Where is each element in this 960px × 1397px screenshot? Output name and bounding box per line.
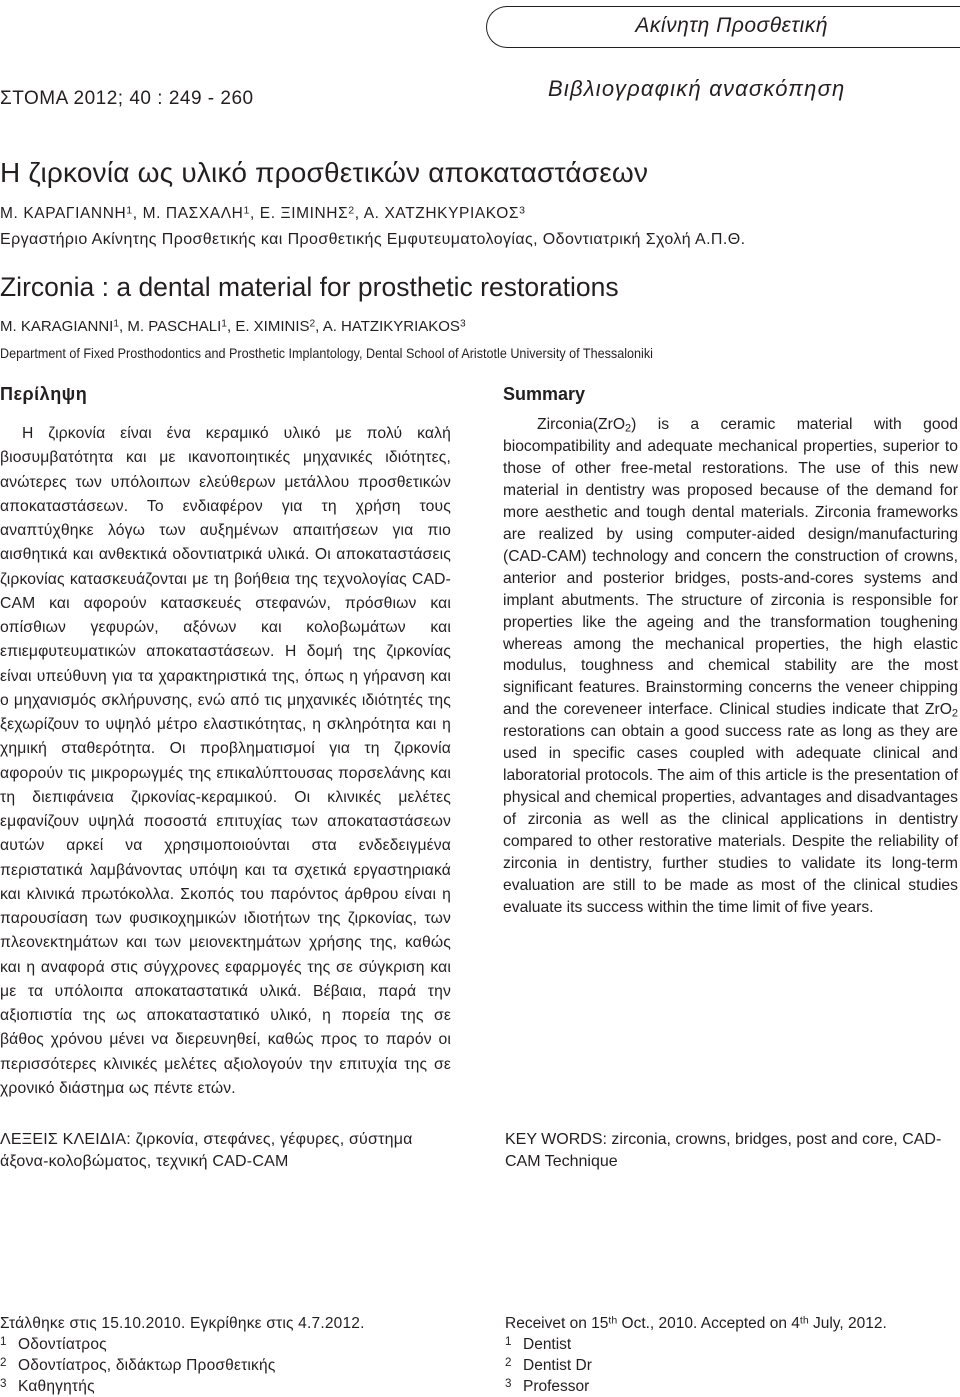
author-mark: 1 bbox=[113, 318, 120, 330]
author-name: A. HATZIKYRIAKOS bbox=[322, 318, 460, 335]
footnote: 1 Dentist bbox=[505, 1334, 572, 1353]
author-name: Α. ΧΑΤΖΗΚΥΡΙΑΚΟΣ bbox=[363, 205, 520, 222]
english-abstract-heading: Summary bbox=[503, 384, 586, 404]
english-footer bbox=[505, 1313, 887, 1397]
greek-authors: Μ. ΚΑΡΑΓΙΑΝΝΗ$^1$, Μ. ΠΑΣΧΑΛΗ$^1$, Ε. ΞΙΜΙΝΗΣ$^2$, Α. ΧΑΤΖΗΚΥΡΙΑΚΟΣ$^3$ bbox=[0, 204, 526, 222]
greek-footer bbox=[0, 1313, 365, 1397]
article-type: Βιβλιογραφική ανασκόπηση bbox=[548, 76, 846, 101]
footnote: 2 Dentist Dr bbox=[505, 1355, 592, 1374]
footnote: 1 Οδοντίατρος bbox=[0, 1334, 107, 1353]
author-name: Μ. ΚΑΡΑΓΙΑΝΝΗ bbox=[0, 205, 127, 222]
author-mark: 2 bbox=[309, 318, 316, 330]
journal-citation: ΣΤΟΜΑ 2012; 40 : 249 - 260 bbox=[0, 88, 254, 109]
greek-keywords: ΛΕΞΕΙΣ ΚΛΕΙΔΙΑ: ζιρκονία, στεφάνες, γέφυρες, σύστημα άξονα-κολοβώματος, τεχνική CAD-CAM bbox=[0, 1131, 413, 1170]
english-abstract bbox=[503, 414, 958, 919]
author-name: E. XIMINIS bbox=[235, 318, 310, 335]
english-abstract-text: Zirconia(ZrO$_2$) is a ceramic material with good biocompatibility and adequate mechanical properties, superior to those of other free-metal restorations. The use of this new material in dentistry was proposed because of the demand for more aesthetic and tough dental materials. Zirconia frameworks are realized by using computer-aided design/manufacturing (CAD-CAM) technology and concern the construction of crowns, anterior and posterior bridges, posts-and-cores systems and implant abutments. The structure of zirconia is responsible for properties like the ageing and the transformation toughening whereas among the mechanical properties, the high elastic modulus, toughness and chemical stability are the most significant features. Brainstorming concerns the veneer chipping and the coreveneer interface. Clinical studies indicate that ZrO$_2$ restorations can obtain a good success rate as long as they are used in specific cases coupled with adequate clinical and laboratorial protocols. The aim of this article is the presentation of physical and chemical properties, advantages and disadvantages of zirconia as well as the clinical applications in dentistry compared to other restorative materials. Despite the reliability of zirconia in dentistry, further studies to validate its long-term evaluation are still to be made as most of the clinical studies evaluate its success within the time limit of five years. bbox=[503, 416, 958, 916]
author-mark: 3 bbox=[459, 318, 466, 330]
greek-abstract-heading: Περίληψη bbox=[0, 384, 88, 404]
author-name: M. KARAGIANNI bbox=[0, 318, 114, 335]
author-name: Ε. ΞΙΜΙΝΗΣ bbox=[259, 205, 349, 222]
author-mark: 1 bbox=[221, 318, 227, 330]
english-received: Receivet on 15th Oct., 2010. Accepted on 4th July, 2012. bbox=[505, 1314, 887, 1332]
greek-received: Στάλθηκε στις 15.10.2010. Εγκρίθηκε στις 4.7.2012. bbox=[0, 1315, 365, 1332]
english-affiliation: Department of Fixed Prosthodontics and Prosthetic Implantology, Dental School of Aristotle University of Thessaloniki bbox=[0, 345, 653, 361]
english-keywords: KEY WORDS: zirconia, crowns, bridges, post and core, CAD-CAM Technique bbox=[505, 1131, 942, 1170]
english-authors: M. KARAGIANNI$^1$, M. PASCHALI$^1$, E. XIMINIS$^2$, A. HATZIKYRIAKOS$^3$ bbox=[0, 318, 466, 335]
author-mark: 1 bbox=[243, 204, 250, 217]
author-mark: 3 bbox=[519, 204, 526, 217]
author-mark: 2 bbox=[348, 204, 355, 217]
greek-affiliation: Εργαστήριο Ακίνητης Προσθετικής και Προσθετικής Εμφυτευματολογίας, Οδοντιατρική Σχολή Α.Π.Θ. bbox=[0, 231, 746, 248]
footnote: 2 Οδοντίατρος, διδάκτωρ Προσθετικής bbox=[0, 1355, 276, 1374]
footnote: 3 Professor bbox=[505, 1376, 590, 1395]
author-mark: 1 bbox=[126, 204, 133, 217]
author-name: Μ. ΠΑΣΧΑΛΗ bbox=[142, 205, 244, 222]
greek-abstract-text: Η ζιρκονία είναι ένα κεραμικό υλικό με πολύ καλή βιοσυμβατότητα και με ικανοποιητικές μηχανικές ιδιότητες, ανώτερες των υπόλοιπων ελεύθερων μετάλλου προσθετικών αποκαταστάσεων. Το ενδιαφέρον για τη χρήση τους αναπτύχθηκε λόγω των αυξημένων απαιτήσεων για πιο αισθητικά και ανθεκτικά οδοντιατρικά υλικά. Οι αποκαταστάσεις ζιρκονίας κατασκευάζονται με τη βοήθεια της τεχνολογίας CAD-CAM και αφορούν κατασκευές στεφανών, πρόσθιων και οπίσθιων γεφυρών, αξόνων και κολοβωμάτων και επιεμφυτευματικών αποκαταστάσεων. Η δομή της ζιρκονίας είναι υπεύθυνη για τα χαρακτηριστικά της, όπως η γήρανση και ο μηχανισμός σκλήρυνσης, ενώ από τις μηχανικές ιδιότητές της ξεχωρίζουν το υψηλό μέτρο ελαστικότητας, η σκληρότητα και η χημική σταθερότητα. Οι προβληματισμοί για τη ζιρκονία αφορούν τις μικρορωγμές της επικαλύπτουσας πορσελάνης και τη διεπιφάνεια ζιρκονίας-κεραμικού. Οι κλινικές μελέτες εμφανίζουν υψηλά ποσοστά επιτυχίας των αποκαταστάσεων αυτών αρκεί να χρησιμοποιούνται στα ενδεδειγμένα περιστατικά λαμβάνοντας υπόψη και τα σχετικά εργαστηριακά και κλινικά πρωτόκολλα. Σκοπός του παρόντος άρθρου είναι η παρουσίαση των φυσικοχημικών ιδιοτήτων της ζιρκονίας, των πλεονεκτημάτων και των μειονεκτημάτων χρήσης της, καθώς και η αναφορά στις σύγχρονες εφαρμογές της σε σύγκριση και με τα υπόλοιπα αποκαταστατικά υλικά. Βέβαια, παρά την αξιοπιστία της ως αποκαταστατικό υλικό, η πορεία της σε βάθος χρόνου μένει να διερευνηθεί, καθώς προς το παρόν οι περισσότερες κλινικές μελέτες αξιολογούν την επιτυχία της σε χρονικό διάστημα ως πέντε ετών. bbox=[0, 425, 451, 1097]
author-name: M. PASCHALI bbox=[127, 318, 222, 335]
footnote: 3 Καθηγητής bbox=[0, 1376, 95, 1395]
english-title: Zirconia : a dental material for prosthetic restorations bbox=[0, 272, 619, 302]
section-label: Ακίνητη Προσθετική bbox=[635, 14, 828, 37]
greek-abstract bbox=[0, 422, 451, 1101]
greek-title: Η ζιρκονία ως υλικό προσθετικών αποκαταστάσεων bbox=[0, 157, 649, 188]
